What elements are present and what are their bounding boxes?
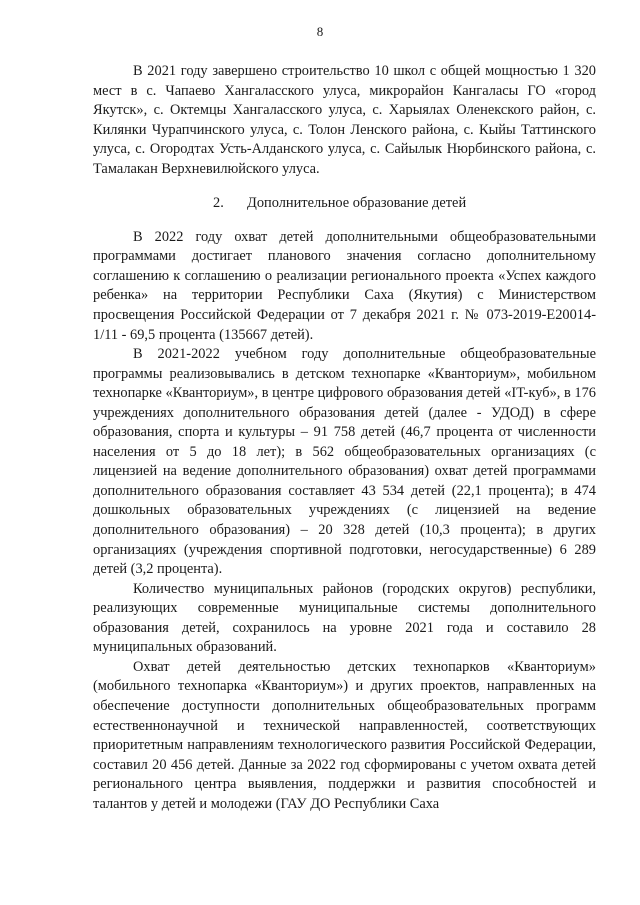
paragraph-technopark-coverage: Охват детей деятельностью детских технопарков «Кванториум» (мобильного технопарка «Кванториум») и других проектов, направленных на обеспечение доступности дополнительных общеобразовательных программ естественнонаучной и технической направленностей, соответствующих приоритетным направлениям технологического развития Российской Федерации, составил 20 456 детей. Данные за 2022 год сформированы с учетом охвата детей регионального центра выявления, поддержки и развития способностей и талантов у детей и молодежи (ГАУ ДО Республики Саха <box>93 658 596 812</box>
section-heading <box>93 194 596 214</box>
paragraph-coverage-2022: В 2022 году охват детей дополнительными общеобразовательными программами достигает планового значения согласно дополнительному соглашению к соглашению о реализации регионального проекта «Успех каждого ребенка» на территории Республики Саха (Якутия) с Министерством просвещения Российской Федерации от 7 декабря 2021 г. № 073-2019-Е20014-1/11 - 69,5 процента (135667 детей). <box>93 228 596 343</box>
paragraph-municipal-systems: Количество муниципальных районов (городских округов) республики, реализующих современные муниципальные системы дополнительного образования детей, сохранилось на уровне 2021 года и составило 28 муниципальных образований. <box>93 580 596 656</box>
section-number: 2. <box>213 195 224 212</box>
document-body <box>93 62 596 814</box>
page-number: 8 <box>316 24 324 39</box>
paragraph-programs-2021-2022: В 2021-2022 учебном году дополнительные общеобразовательные программы реализовывались в детском технопарке «Кванториум», мобильном технопарке «Кванториум», в центре цифрового образования детей «IT-куб», в 176 учреждениях дополнительного образования детей (далее - УДОД) в сфере образования, спорта и культуры – 91 758 детей (46,7 процента от численности населения от 5 до 18 лет); в 562 общеобразовательных организациях (с лицензией на ведение дополнительного образования) охват детей программами дополнительного образования составляет 43 534 детей (22,1 процента); в 474 дошкольных образовательных учреждениях (с лицензией на ведение дополнительного образования) – 20 328 детей (10,3 процента); в других организациях (учреждения спортивной подготовки, негосударственные) 6 289 детей (3,2 процента). <box>93 346 596 578</box>
paragraph-school-construction: В 2021 году завершено строительство 10 школ с общей мощностью 1 320 мест в с. Чапаево Хангаласского улуса, микрорайон Кангаласы ГО «город Якутск», с. Октемцы Хангаласского улуса, с. Харыялах Оленекского район, с. Килянки Чурапчинского улуса, с. Толон Ленского района, с. Кыйы Таттинского улуса, с. Огородтах Усть-Алданского улуса, с. Сайылык Нюрбинского района, с. Тамалакан Верхневилюйского улуса. <box>93 63 596 177</box>
section-title: Дополнительное образование детей <box>247 195 467 212</box>
